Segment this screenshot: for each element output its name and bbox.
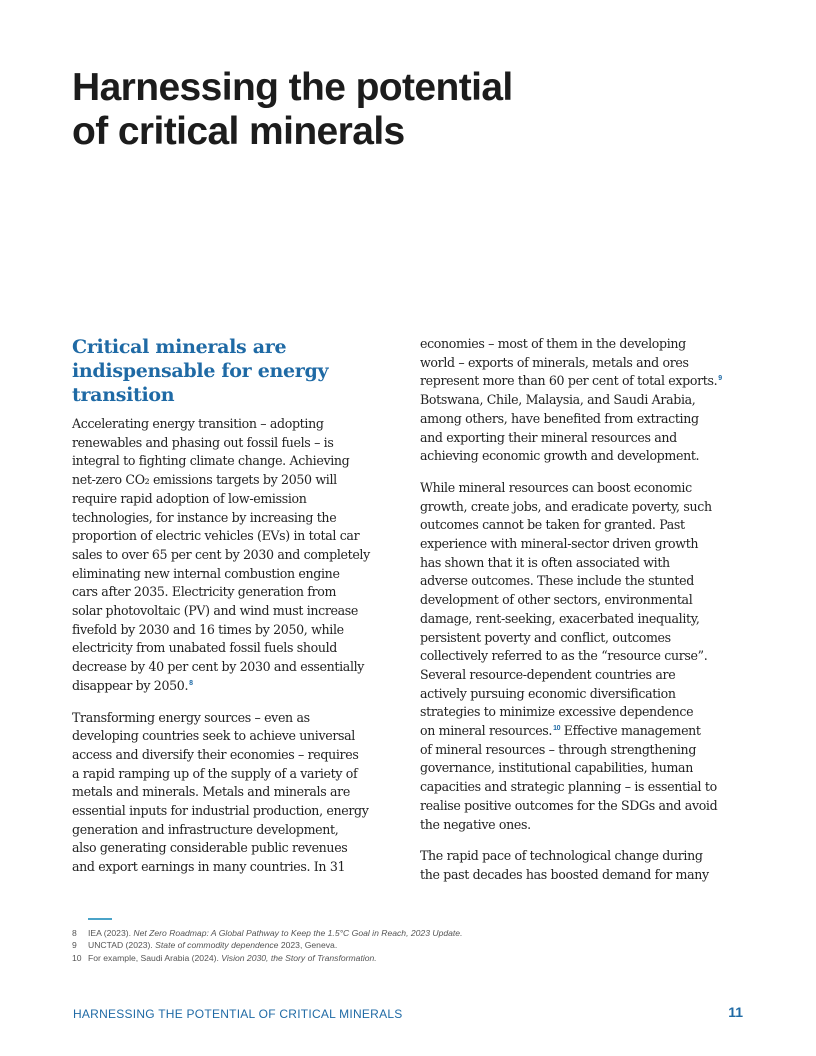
- text-line: require rapid adoption of low-emission: [72, 490, 307, 506]
- footnote-title: Vision 2030, the Story of Transformation.: [221, 952, 377, 963]
- text-line: adverse outcomes. These include the stunted: [420, 573, 694, 589]
- running-footer: HARNESSING THE POTENTIAL OF CRITICAL MINERALS: [73, 1007, 403, 1021]
- section-heading-line: transition: [72, 384, 175, 406]
- text-line: growth, create jobs, and eradicate poverty, such: [420, 498, 712, 514]
- text-line: access and diversify their economies – requires: [72, 746, 359, 762]
- section-heading-line: Critical minerals are: [72, 336, 287, 358]
- text-line: experience with mineral-sector driven growth: [420, 536, 699, 552]
- text-line: governance, institutional capabilities, human: [420, 760, 693, 776]
- text-line: While mineral resources can boost economic: [420, 479, 692, 495]
- text-line: electricity from unabated fossil fuels should: [72, 640, 337, 656]
- text-line-part: represent more than 60 per cent of total exports.: [420, 373, 718, 389]
- text-line: outcomes cannot be taken for granted. Past: [420, 517, 685, 533]
- text-line: and export earnings in many countries. In 31: [72, 859, 346, 875]
- text-line-part: on mineral resources.: [420, 723, 553, 739]
- text-line: the past decades has boosted demand for many: [420, 866, 709, 882]
- footnote-text: For example, Saudi Arabia (2024).: [88, 952, 222, 963]
- footnote-text: UNCTAD (2023).: [88, 940, 156, 951]
- text-line: damage, rent-seeking, exacerbated inequality,: [420, 610, 700, 626]
- text-line: generation and infrastructure development,: [72, 821, 339, 837]
- footnote-title: State of commodity dependence: [155, 940, 279, 951]
- text-line: realise positive outcomes for the SDGs and avoid: [420, 797, 718, 813]
- text-line: of mineral resources – through strengthening: [420, 741, 697, 757]
- footnote-text: IEA (2023).: [88, 928, 134, 938]
- footnote-ref-9[interactable]: 9: [718, 375, 722, 383]
- text-line: economies – most of them in the developing: [420, 336, 686, 351]
- footnote-number: 8: [72, 928, 77, 938]
- paragraph-economies: [420, 335, 744, 466]
- footnote-text: 2023, Geneva.: [278, 940, 338, 951]
- page-title-line: Harnessing the potential: [72, 66, 513, 109]
- paragraph-energy-transition: [72, 415, 394, 696]
- text-line: integral to fighting climate change. Achieving: [72, 453, 350, 469]
- text-line-part: Effective management: [560, 723, 701, 739]
- text-line: [420, 372, 744, 391]
- paragraph-transforming-energy: [72, 709, 394, 877]
- text-line: and exporting their mineral resources and: [420, 429, 677, 445]
- text-line: sales to over 65 per cent by 2030 and completely: [72, 546, 370, 562]
- footnote-8: [72, 927, 752, 939]
- text-line: development of other sectors, environmental: [420, 592, 693, 608]
- footnotes: [72, 927, 752, 964]
- text-line: proportion of electric vehicles (EVs) in total car: [72, 528, 360, 544]
- text-line: achieving economic growth and development.: [420, 448, 700, 464]
- text-line-part: disappear by 2050.: [72, 677, 189, 693]
- page-number: 11: [728, 1004, 743, 1020]
- text-line: decrease by 40 per cent by 2030 and essentially: [72, 659, 365, 675]
- footnote-ref-10[interactable]: 10: [553, 725, 561, 733]
- footnote-9: [72, 939, 752, 951]
- text-line: The rapid pace of technological change during: [420, 848, 703, 864]
- text-line: eliminating new internal combustion engine: [72, 565, 340, 581]
- footnote-number: 10: [72, 952, 82, 963]
- text-line: net-zero CO₂ emissions targets by 2050 will: [72, 472, 337, 488]
- paragraph-technological-change: [420, 847, 744, 884]
- text-line: actively pursuing economic diversification: [420, 685, 676, 701]
- text-line: Transforming energy sources – even as: [72, 709, 310, 725]
- footnote-10: [72, 952, 752, 964]
- section-heading-line: indispensable for energy: [72, 360, 329, 382]
- text-line: technologies, for instance by increasing the: [72, 509, 337, 525]
- page-title: [72, 66, 632, 154]
- footnote-ref-8[interactable]: 8: [189, 679, 193, 687]
- text-line: metals and minerals. Metals and minerals are: [72, 784, 350, 800]
- left-column: [72, 335, 394, 890]
- text-line: a rapid ramping up of the supply of a variety of: [72, 765, 358, 781]
- text-line: [420, 722, 744, 741]
- text-line: also generating considerable public revenues: [72, 840, 348, 856]
- right-column: [420, 335, 744, 898]
- text-line: persistent poverty and conflict, outcomes: [420, 629, 671, 645]
- text-line: collectively referred to as the “resource curse”.: [420, 648, 708, 664]
- text-line: Botswana, Chile, Malaysia, and Saudi Arabia,: [420, 392, 696, 408]
- paragraph-resource-curse: [420, 479, 744, 834]
- page-title-line: of critical minerals: [72, 110, 405, 153]
- text-line: among others, have benefited from extracting: [420, 410, 699, 426]
- text-line: world – exports of minerals, metals and ores: [420, 354, 689, 370]
- text-line: solar photovoltaic (PV) and wind must increase: [72, 603, 359, 619]
- text-line: the negative ones.: [420, 816, 531, 832]
- footnote-title: Net Zero Roadmap: A Global Pathway to Keep the 1.5°C Goal in Reach, 2023 Update.: [133, 928, 463, 938]
- text-line: [72, 677, 394, 696]
- footnote-number: 9: [72, 940, 77, 951]
- text-line: Several resource-dependent countries are: [420, 666, 676, 682]
- text-line: developing countries seek to achieve universal: [72, 728, 355, 744]
- text-line: has shown that it is often associated with: [420, 554, 670, 570]
- text-line: essential inputs for industrial production, energy: [72, 803, 369, 819]
- text-line: fivefold by 2030 and 16 times by 2050, while: [72, 621, 344, 637]
- text-line: Accelerating energy transition – adopting: [72, 416, 324, 431]
- footnote-divider: [88, 918, 112, 920]
- text-line: renewables and phasing out fossil fuels – is: [72, 434, 334, 450]
- section-heading: [72, 335, 394, 407]
- text-line: cars after 2035. Electricity generation from: [72, 584, 337, 600]
- text-line: strategies to minimize excessive dependence: [420, 704, 694, 720]
- text-line: capacities and strategic planning – is essential to: [420, 779, 717, 795]
